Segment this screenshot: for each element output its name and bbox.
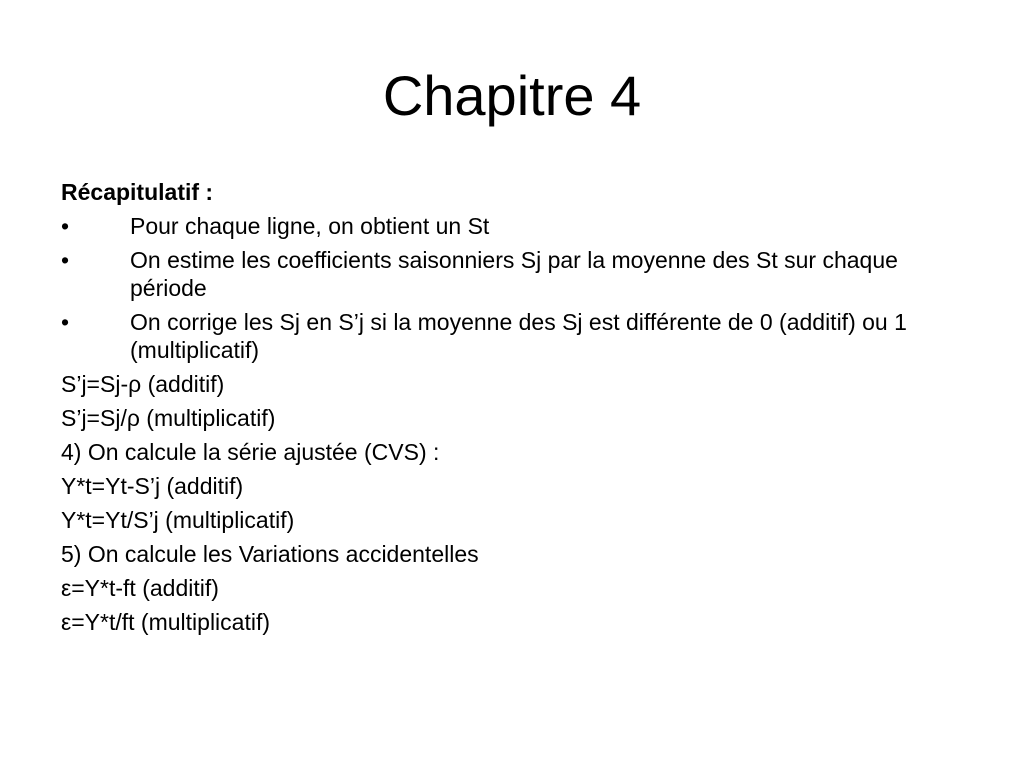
bullet-dot: •: [61, 213, 70, 239]
slide-body: [61, 178, 961, 642]
step-line: 5) On calcule les Variations accidentelles: [61, 541, 479, 567]
formula-line: ε=Y*t-ft (additif): [61, 575, 219, 601]
bullet-item: [61, 212, 961, 240]
step-line: 4) On calcule la série ajustée (CVS) :: [61, 439, 440, 465]
bullet-text: On corrige les Sj en S’j si la moyenne des Sj est différente de 0 (additif) ou 1 (multiplicatif): [130, 309, 907, 363]
formula-line: Y*t=Yt/S’j (multiplicatif): [61, 507, 295, 533]
bullet-text: Pour chaque ligne, on obtient un St: [130, 213, 490, 239]
slide-title: Chapitre 4: [382, 64, 642, 127]
bullet-dot: •: [61, 309, 70, 335]
bullet-item: [61, 246, 961, 302]
formula-line: Y*t=Yt-S’j (additif): [61, 473, 244, 499]
formula-line: S’j=Sj/ρ (multiplicatif): [61, 405, 276, 431]
bullet-item: [61, 308, 961, 364]
bullet-text: On estime les coefficients saisonniers Sj par la moyenne des St sur chaque période: [130, 247, 898, 301]
formula-line: S’j=Sj-ρ (additif): [61, 371, 225, 397]
recap-heading: Récapitulatif :: [61, 179, 214, 205]
bullet-dot: •: [61, 247, 70, 273]
formula-line: ε=Y*t/ft (multiplicatif): [61, 609, 270, 635]
